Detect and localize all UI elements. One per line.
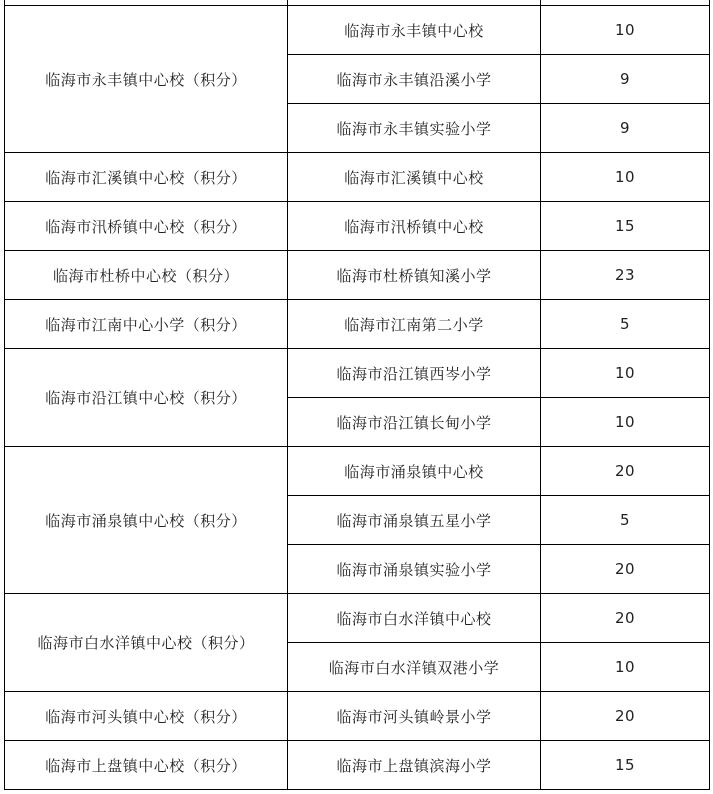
- count-cell: 20: [541, 692, 710, 741]
- school-cell: 临海市涌泉镇中心校: [288, 447, 541, 496]
- category-cell: 临海市沿江镇中心校（积分）: [5, 349, 288, 447]
- count-cell: 15: [541, 741, 710, 790]
- category-cell: 临海市汇溪镇中心校（积分）: [5, 153, 288, 202]
- school-cell: 临海市杜桥镇知溪小学: [288, 251, 541, 300]
- category-cell: 临海市河头镇中心校（积分）: [5, 692, 288, 741]
- category-cell: 临海市白水洋镇中心校（积分）: [5, 594, 288, 692]
- school-cell: 临海市永丰镇中心校: [288, 6, 541, 55]
- count-cell: 10: [541, 349, 710, 398]
- table-row: [5, 153, 710, 202]
- table-row: [5, 202, 710, 251]
- count-cell: 10: [541, 6, 710, 55]
- allocation-table: [4, 0, 710, 790]
- count-cell: 20: [541, 545, 710, 594]
- category-cell: 临海市汛桥镇中心校（积分）: [5, 202, 288, 251]
- school-cell: 临海市涌泉镇实验小学: [288, 545, 541, 594]
- category-cell: 临海市涌泉镇中心校（积分）: [5, 447, 288, 594]
- school-cell: 临海市涌泉镇五星小学: [288, 496, 541, 545]
- school-cell: 临海市沿江镇长甸小学: [288, 398, 541, 447]
- school-cell: 临海市白水洋镇中心校: [288, 594, 541, 643]
- count-cell: 5: [541, 496, 710, 545]
- school-cell: 临海市汛桥镇中心校: [288, 202, 541, 251]
- school-cell: 临海市上盘镇滨海小学: [288, 741, 541, 790]
- count-cell: 20: [541, 594, 710, 643]
- school-cell: 临海市汇溪镇中心校: [288, 153, 541, 202]
- count-cell: 10: [541, 153, 710, 202]
- school-cell: 临海市永丰镇沿溪小学: [288, 55, 541, 104]
- count-cell: 9: [541, 104, 710, 153]
- school-cell: 临海市江南第二小学: [288, 300, 541, 349]
- table-row: [5, 251, 710, 300]
- table-body: [5, 0, 710, 790]
- count-cell: 10: [541, 398, 710, 447]
- table-row: [5, 6, 710, 55]
- count-cell: 20: [541, 447, 710, 496]
- school-cell: 临海市白水洋镇双港小学: [288, 643, 541, 692]
- count-cell: 15: [541, 202, 710, 251]
- count-cell: 23: [541, 251, 710, 300]
- school-cell: 临海市河头镇岭景小学: [288, 692, 541, 741]
- count-cell: 9: [541, 55, 710, 104]
- category-cell: 临海市上盘镇中心校（积分）: [5, 741, 288, 790]
- school-cell: 临海市永丰镇实验小学: [288, 104, 541, 153]
- table-row: [5, 300, 710, 349]
- table-row: [5, 594, 710, 643]
- table-row: [5, 447, 710, 496]
- school-cell: 临海市沿江镇西岑小学: [288, 349, 541, 398]
- category-cell: 临海市杜桥中心校（积分）: [5, 251, 288, 300]
- table-row: [5, 349, 710, 398]
- category-cell: 临海市江南中心小学（积分）: [5, 300, 288, 349]
- table-row: [5, 741, 710, 790]
- count-cell: 10: [541, 643, 710, 692]
- category-cell: 临海市永丰镇中心校（积分）: [5, 6, 288, 153]
- count-cell: 5: [541, 300, 710, 349]
- table-row: [5, 692, 710, 741]
